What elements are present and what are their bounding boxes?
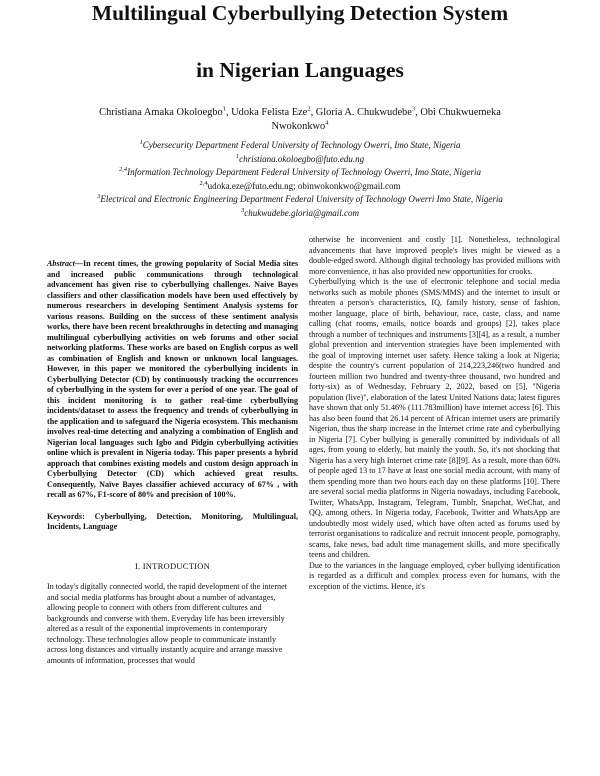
email-1 — [20, 153, 580, 165]
affiliation-text: Electrical and Electronic Engineering Department Federal University of Technology Owerri Imo State, Nigeria — [100, 194, 503, 204]
intro-paragraph: In today's digitally connected world, the rapid development of the internet and social media platforms has brought about a number of advantages, allowing people to connect with others from different cultures and backgrounds and converse with them. Everyday life has been irreversibly altered as a result of the exponential improvements in contemporary technology. These technologies allow people to communicate instantly across long distances and virtually instantly acquire and arrange massive amounts of information, processes that would — [47, 582, 287, 665]
affiliation-1 — [20, 139, 580, 151]
paper-title-line-1: Multilingual Cyberbullying Detection System — [91, 1, 509, 25]
affiliation-text: Information Technology Department Federal University of Technology Owerri, Imo State, Nigeria — [127, 167, 481, 177]
affiliation-sup: 3 — [97, 193, 101, 200]
abstract-lead: Abstract— — [47, 259, 83, 268]
affiliation-sup: 1 — [139, 139, 143, 146]
author-sup: 1 — [222, 105, 226, 113]
author-name: Christiana Amaka Okoloegbo — [99, 107, 223, 118]
author-sup: 4 — [325, 119, 329, 127]
email-2 — [20, 180, 580, 192]
author-name: Gloria A. Chukwudebe — [315, 107, 412, 118]
body-paragraph-2: Cyberbullying which is the use of electronic telephone and social media networks such as mobile phones (SMS/MMS) and the internet to insult or threaten a person's characteristics, IQ, family history, sense of fashion, mother language, place of birth, behaviour, race, caste, class, and name calling (chat rooms, emails, notice boards and groups) [2], takes place through a number of techniques and instruments [3][4], as a result, a number global prevention and intervention strategies have been implemented with the goal of improving internet user safety. Hence taking a look at Nigeria; despite the country's current population of 214,223,246(two hundred and fourteen million two hundred and twenty-three thousand, two hundred and forty-six) as of Wednesday, February 2, 2022, based on [5], "Nigeria population (live)", elaboration of the latest United Nations data; latest figures have shown that only 51.46% (111.783million) have internet access [6]. This has also been found that 26.14 percent of African internet users are primarily Nigerian, thus the sharp increase in the Internet crime rate and cyberbullying in Nigeria [7]. Cyber bullying is generally committed by individuals of all ages, from young to elderly, but mainly the youth. So, it's not shocking that Nigeria has a very high Internet crime rate [8][9]. As a result, more than 60% of people aged 13 to 17 have at least one social media account, with many of them spending more than two hours each day on these platforms [10]. There are several social media platforms in Nigeria nowadays, including Facebook, Twitter, WhatsApp, Instagram, Telegram, Tumblr, Snapchat, WeChat, and QQ, among others. In Nigeria today, Facebook, Twitter and WhatsApp are undoubtedly most widely used, which have often acted as forums used by terrorist organisations to radicalize and recruit innocent people, pornography, scams, fake news, bad adult time management skills, and more specifically teens and children. — [309, 277, 560, 559]
abstract — [47, 259, 298, 501]
author-sup: 3 — [411, 105, 416, 113]
affiliation-sup: 2,4 — [119, 166, 128, 173]
email-sup: 2,4 — [199, 180, 208, 187]
paper-title-line-2: in Nigerian Languages — [196, 58, 404, 82]
email-sup: 3 — [240, 207, 245, 214]
affiliation-text: Cybersecurity Department Federal University of Technology Owerri, Imo State, Nigeria — [142, 140, 461, 150]
body-paragraph-1: otherwise be inconvenient and costly [1]. Nonetheless, technological advancements that have improved people's lives might be viewed as a double-edged sword. Although digital technology has provided millions with more convenience, it has also provided new opportunities for crooks. — [309, 235, 560, 276]
right-column — [309, 235, 560, 592]
keywords: Keywords: Cyberbullying, Detection, Monitoring, Multilingual, Incidents, Language — [47, 511, 298, 531]
author-name: Udoka Felista Eze — [231, 107, 308, 118]
email-sup: 1 — [235, 153, 240, 160]
abstract-text: In recent times, the growing popularity of Social Media sites and increased public communications through technological advancement has given rise to cyberbullying challenges. Naive Bayes classifiers and other classification models have been used effectively by numerous researchers in developing Sentiment Analysis systems for various reasons. Building on the success of these sentiment analysis works, there have been recent breakthroughs in detecting and managing multilingual cyberbullying activities on web forums and other social networking platforms. These works are based on English corpus as well as combination of English and known or unknown local languages. However, in this paper we monitored the cyberbullying incidents in Cyberbullying Detector (CD) by continuously tracking the occurrences of cyberbullying in the system for over a period of one year. The goal of this incident monitoring is to gather real-time cyberbullying incidents/dataset to assess the frequency and trends of cyberbullying in the application and to safeguard the Nigeria ecosystem. This mechanism involves real-time detecting and analyzing a combination of English and Nigerian local languages such Igbo and Pidgin cyberbullying activities online which is prevalent in Nigeria today. This paper presents a hybrid approach that combines existing models and custom design approach in Cyberbullying Detector (CD) which achieved great results. Consequently, Naïve Bayes classifier achieved accuracy of 67% , with recall as 67%, F1-score of 80% and precision of 100%. — [47, 259, 298, 499]
email-text: udoka.eze@futo.edu.ng; obinwokonkwo@gmail.com — [207, 181, 401, 191]
affiliation-3 — [20, 193, 580, 205]
affiliation-2 — [20, 166, 580, 178]
email-text: christiana.okoloegbo@futo.edu.ng — [239, 154, 365, 164]
left-column — [47, 259, 298, 666]
section-heading-introduction: I. INTRODUCTION — [134, 560, 211, 571]
body-paragraph-3: Due to the variances in the language employed, cyber bullying identification is regarded as a difficult and complex process even for humans, with the exception of the victims. Hence, it's — [309, 560, 560, 591]
author-sup: 2 — [307, 105, 311, 113]
author-list: Christiana Amaka Okoloegbo$^1$, Udoka Felista Eze$^2$, Gloria A. Chukwudebe$^3$, Obi Chukwuemeka Nwokonkwo$^4$ — [99, 105, 501, 132]
email-text: chukwudebe.gloria@gmail.com — [244, 208, 359, 218]
author-name: Obi Chukwuemeka Nwokonkwo — [271, 107, 501, 132]
email-3 — [20, 207, 580, 219]
